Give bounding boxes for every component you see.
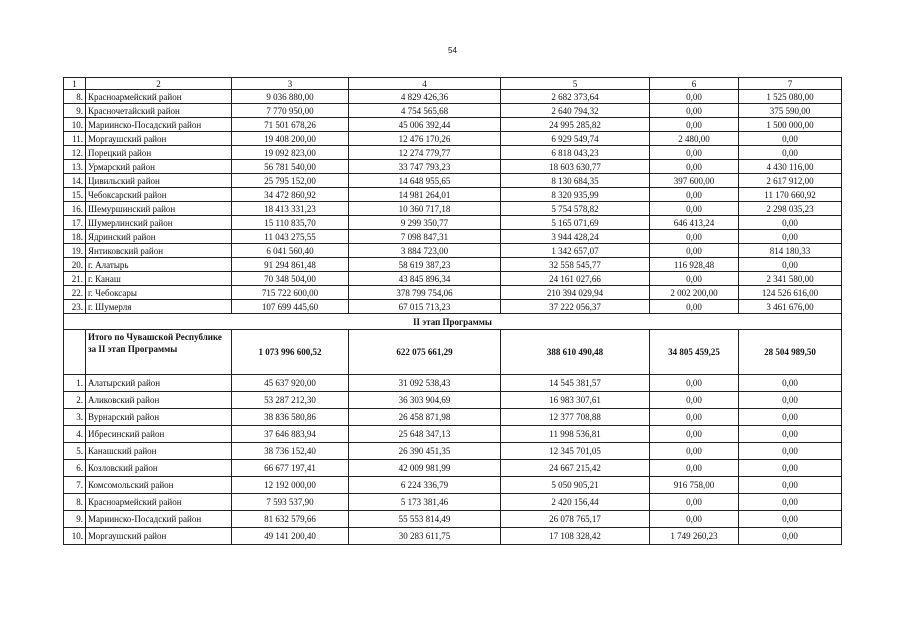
table-row [64,477,842,494]
district-name: Ядринский район [86,230,232,244]
amount-cell-v3: 9 036 880,00 [232,90,349,104]
amount-cell-v6: 1 749 260,23 [650,528,739,545]
table-row [64,230,842,244]
row-number: 18. [64,230,86,244]
district-name: Комсомольский район [86,477,232,494]
amount-cell-v6: 0,00 [650,272,739,286]
district-name: Козловский район [86,460,232,477]
column-header: 5 [501,78,650,90]
table-row [64,286,842,300]
amount-cell-v3: 70 348 504,00 [232,272,349,286]
amount-cell-v4: 36 303 904,69 [349,392,501,409]
amount-cell-v6: 916 758,00 [650,477,739,494]
amount-cell-v6: 116 928,48 [650,258,739,272]
amount-cell-v7: 0,00 [739,409,842,426]
table-row [64,132,842,146]
amount-cell-v7: 1 525 080,00 [739,90,842,104]
amount-cell-v6: 0,00 [650,90,739,104]
amount-cell-v7: 124 526 616,00 [739,286,842,300]
amount-cell-v4: 67 015 713,23 [349,300,501,314]
column-header: 1 [64,78,86,90]
table-row [64,528,842,545]
table-row [64,272,842,286]
table-row [64,494,842,511]
amount-cell-v4: 12 476 170,26 [349,132,501,146]
table-row [64,90,842,104]
column-number-row [64,78,842,90]
district-name: Мариинско-Посадский район [86,511,232,528]
amount-cell-v5: 5 050 905,21 [501,477,650,494]
row-number: 4. [64,426,86,443]
amount-cell-v5: 12 377 708,88 [501,409,650,426]
amount-cell-v4: 6 224 336,79 [349,477,501,494]
row-number: 8. [64,90,86,104]
amount-cell-v5: 210 394 029,94 [501,286,650,300]
row-number: 10. [64,118,86,132]
amount-cell-v6: 0,00 [650,244,739,258]
column-header: 3 [232,78,349,90]
amount-cell-v4: 26 390 451,35 [349,443,501,460]
amount-cell-v3: 66 677 197,41 [232,460,349,477]
table-row [64,188,842,202]
table-row [64,202,842,216]
column-header: 7 [739,78,842,90]
stage-title: II этап Программы [64,314,842,330]
amount-cell-v6: 0,00 [650,392,739,409]
amount-cell-v4: 9 299 350,77 [349,216,501,230]
amount-cell-v5: 18 603 630,77 [501,160,650,174]
district-name: Ибресинский район [86,426,232,443]
amount-cell-v5: 5 165 071,69 [501,216,650,230]
amount-cell-v5: 2 640 794,32 [501,104,650,118]
district-name: Аликовский район [86,392,232,409]
row-number: 13. [64,160,86,174]
district-name: Красноармейский район [86,90,232,104]
district-name: Канашский район [86,443,232,460]
amount-cell-v4: 25 648 347,13 [349,426,501,443]
district-name: Урмарский район [86,160,232,174]
table-row [64,258,842,272]
amount-cell-v5: 1 342 657,07 [501,244,650,258]
amount-cell-v4: 3 884 723,00 [349,244,501,258]
total-row [64,330,842,375]
row-number: 7. [64,477,86,494]
amount-cell-v3: 25 795 152,00 [232,174,349,188]
table-row [64,511,842,528]
amount-cell-v4: 7 098 847,31 [349,230,501,244]
amount-cell-v7: 2 298 035,23 [739,202,842,216]
amount-cell-v5: 14 545 381,57 [501,375,650,392]
table-row [64,146,842,160]
district-name: г. Канаш [86,272,232,286]
table-row [64,244,842,258]
district-name: Вурнарский район [86,409,232,426]
amount-cell-v3: 7 770 950,00 [232,104,349,118]
amount-cell-v5: 24 667 215,42 [501,460,650,477]
total-amount-v6: 34 805 459,25 [650,330,739,375]
amount-cell-v7: 0,00 [739,132,842,146]
amount-cell-v5: 6 818 043,23 [501,146,650,160]
amount-cell-v6: 0,00 [650,409,739,426]
amount-cell-v5: 2 420 156,44 [501,494,650,511]
amount-cell-v4: 12 274 779,77 [349,146,501,160]
amount-cell-v5: 26 078 765,17 [501,511,650,528]
amount-cell-v5: 24 995 285,82 [501,118,650,132]
amount-cell-v4: 26 458 871,98 [349,409,501,426]
district-name: г. Чебоксары [86,286,232,300]
table-row [64,174,842,188]
row-number: 16. [64,202,86,216]
amount-cell-v3: 11 043 275,55 [232,230,349,244]
amount-cell-v6: 0,00 [650,494,739,511]
page-number: 54 [448,46,457,55]
amount-cell-v3: 45 637 920,00 [232,375,349,392]
amount-cell-v3: 91 294 861,48 [232,258,349,272]
amount-cell-v3: 38 736 152,40 [232,443,349,460]
amount-cell-v3: 6 041 560,40 [232,244,349,258]
column-header: 2 [86,78,232,90]
amount-cell-v6: 0,00 [650,104,739,118]
row-number: 5. [64,443,86,460]
amount-cell-v5: 3 944 428,24 [501,230,650,244]
amount-cell-v3: 81 632 579,66 [232,511,349,528]
total-amount-v3: 1 073 996 600,52 [232,330,349,375]
amount-cell-v3: 37 646 883,94 [232,426,349,443]
district-name: Цивильский район [86,174,232,188]
budget-table [63,77,842,545]
amount-cell-v7: 0,00 [739,494,842,511]
amount-cell-v7: 375 590,00 [739,104,842,118]
row-number: 6. [64,460,86,477]
row-number: 12. [64,146,86,160]
district-name: Красночетайский район [86,104,232,118]
amount-cell-v7: 3 461 676,00 [739,300,842,314]
amount-cell-v5: 5 754 578,82 [501,202,650,216]
amount-cell-v5: 8 130 684,35 [501,174,650,188]
row-number: 23. [64,300,86,314]
row-number: 8. [64,494,86,511]
amount-cell-v4: 42 009 981,99 [349,460,501,477]
amount-cell-v7: 0,00 [739,216,842,230]
row-number: 19. [64,244,86,258]
row-number: 17. [64,216,86,230]
amount-cell-v3: 715 722 600,00 [232,286,349,300]
amount-cell-v6: 2 002 200,00 [650,286,739,300]
amount-cell-v5: 8 320 935,99 [501,188,650,202]
amount-cell-v5: 17 108 328,42 [501,528,650,545]
amount-cell-v5: 2 682 373,64 [501,90,650,104]
row-number: 21. [64,272,86,286]
row-number: 11. [64,132,86,146]
amount-cell-v7: 0,00 [739,477,842,494]
amount-cell-v3: 15 110 835,70 [232,216,349,230]
row-number: 9. [64,104,86,118]
amount-cell-v3: 19 408 200,00 [232,132,349,146]
total-row-number [64,330,86,375]
amount-cell-v7: 0,00 [739,392,842,409]
amount-cell-v6: 0,00 [650,118,739,132]
amount-cell-v4: 5 173 381,46 [349,494,501,511]
amount-cell-v4: 31 092 538,43 [349,375,501,392]
amount-cell-v4: 33 747 793,23 [349,160,501,174]
amount-cell-v7: 0,00 [739,375,842,392]
district-name: г. Шумерля [86,300,232,314]
district-name: Моргаушский район [86,528,232,545]
district-name: Мариинско-Посадский район [86,118,232,132]
amount-cell-v6: 0,00 [650,511,739,528]
amount-cell-v4: 45 006 392,44 [349,118,501,132]
amount-cell-v6: 646 413,24 [650,216,739,230]
row-number: 20. [64,258,86,272]
amount-cell-v3: 12 192 000,00 [232,477,349,494]
row-number: 10. [64,528,86,545]
table-row [64,426,842,443]
district-name: Шемуршинский район [86,202,232,216]
row-number: 15. [64,188,86,202]
amount-cell-v3: 71 501 678,26 [232,118,349,132]
amount-cell-v4: 4 754 565,68 [349,104,501,118]
amount-cell-v3: 56 781 540,00 [232,160,349,174]
table-row [64,409,842,426]
amount-cell-v6: 397 600,00 [650,174,739,188]
amount-cell-v6: 0,00 [650,460,739,477]
amount-cell-v5: 32 558 545,77 [501,258,650,272]
total-amount-v4: 622 075 661,29 [349,330,501,375]
column-header: 4 [349,78,501,90]
amount-cell-v5: 24 161 027,66 [501,272,650,286]
amount-cell-v4: 378 799 754,06 [349,286,501,300]
amount-cell-v3: 49 141 200,40 [232,528,349,545]
district-name: Шумерлинский район [86,216,232,230]
amount-cell-v7: 2 617 912,00 [739,174,842,188]
amount-cell-v7: 2 341 580,00 [739,272,842,286]
row-number: 2. [64,392,86,409]
table-row [64,160,842,174]
stage-heading-row [64,314,842,330]
amount-cell-v7: 0,00 [739,426,842,443]
amount-cell-v3: 53 287 212,30 [232,392,349,409]
amount-cell-v5: 6 929 549,74 [501,132,650,146]
amount-cell-v6: 2 480,00 [650,132,739,146]
amount-cell-v4: 58 619 387,23 [349,258,501,272]
table-row [64,460,842,477]
amount-cell-v3: 38 836 580,86 [232,409,349,426]
amount-cell-v6: 0,00 [650,443,739,460]
district-name: Чебоксарский район [86,188,232,202]
amount-cell-v4: 30 283 611,75 [349,528,501,545]
row-number: 9. [64,511,86,528]
amount-cell-v7: 0,00 [739,443,842,460]
amount-cell-v3: 34 472 860,92 [232,188,349,202]
row-number: 1. [64,375,86,392]
amount-cell-v4: 4 829 426,36 [349,90,501,104]
table-row [64,392,842,409]
table-row [64,375,842,392]
amount-cell-v7: 1 500 000,00 [739,118,842,132]
amount-cell-v5: 12 345 701,05 [501,443,650,460]
amount-cell-v5: 11 998 536,81 [501,426,650,443]
table-row [64,104,842,118]
amount-cell-v7: 0,00 [739,146,842,160]
amount-cell-v4: 10 360 717,18 [349,202,501,216]
amount-cell-v3: 18 413 331,23 [232,202,349,216]
table-row [64,216,842,230]
amount-cell-v7: 0,00 [739,511,842,528]
table-body [64,78,842,545]
amount-cell-v4: 43 845 896,34 [349,272,501,286]
total-label: Итого по Чувашской Республике за II этап Программы [86,330,232,375]
amount-cell-v7: 4 430 116,00 [739,160,842,174]
amount-cell-v4: 14 981 264,01 [349,188,501,202]
amount-cell-v4: 55 553 814,49 [349,511,501,528]
row-number: 14. [64,174,86,188]
district-name: Моргаушский район [86,132,232,146]
district-name: Янтиковский район [86,244,232,258]
amount-cell-v6: 0,00 [650,188,739,202]
amount-cell-v7: 11 170 660,92 [739,188,842,202]
district-name: г. Алатырь [86,258,232,272]
table-row [64,118,842,132]
table-row [64,443,842,460]
amount-cell-v7: 814 180,33 [739,244,842,258]
district-name: Порецкий район [86,146,232,160]
amount-cell-v7: 0,00 [739,258,842,272]
amount-cell-v6: 0,00 [650,426,739,443]
amount-cell-v7: 0,00 [739,230,842,244]
amount-cell-v3: 19 092 823,00 [232,146,349,160]
amount-cell-v5: 16 983 307,61 [501,392,650,409]
table-row [64,300,842,314]
amount-cell-v6: 0,00 [650,160,739,174]
amount-cell-v3: 7 593 537,90 [232,494,349,511]
amount-cell-v4: 14 648 955,65 [349,174,501,188]
amount-cell-v6: 0,00 [650,300,739,314]
row-number: 22. [64,286,86,300]
amount-cell-v3: 107 699 445,60 [232,300,349,314]
total-amount-v5: 388 610 490,48 [501,330,650,375]
amount-cell-v5: 37 222 056,37 [501,300,650,314]
district-name: Алатырский район [86,375,232,392]
amount-cell-v6: 0,00 [650,230,739,244]
amount-cell-v6: 0,00 [650,146,739,160]
amount-cell-v7: 0,00 [739,460,842,477]
district-name: Красноармейский район [86,494,232,511]
column-header: 6 [650,78,739,90]
amount-cell-v7: 0,00 [739,528,842,545]
amount-cell-v6: 0,00 [650,202,739,216]
row-number: 3. [64,409,86,426]
total-amount-v7: 28 504 989,50 [739,330,842,375]
amount-cell-v6: 0,00 [650,375,739,392]
